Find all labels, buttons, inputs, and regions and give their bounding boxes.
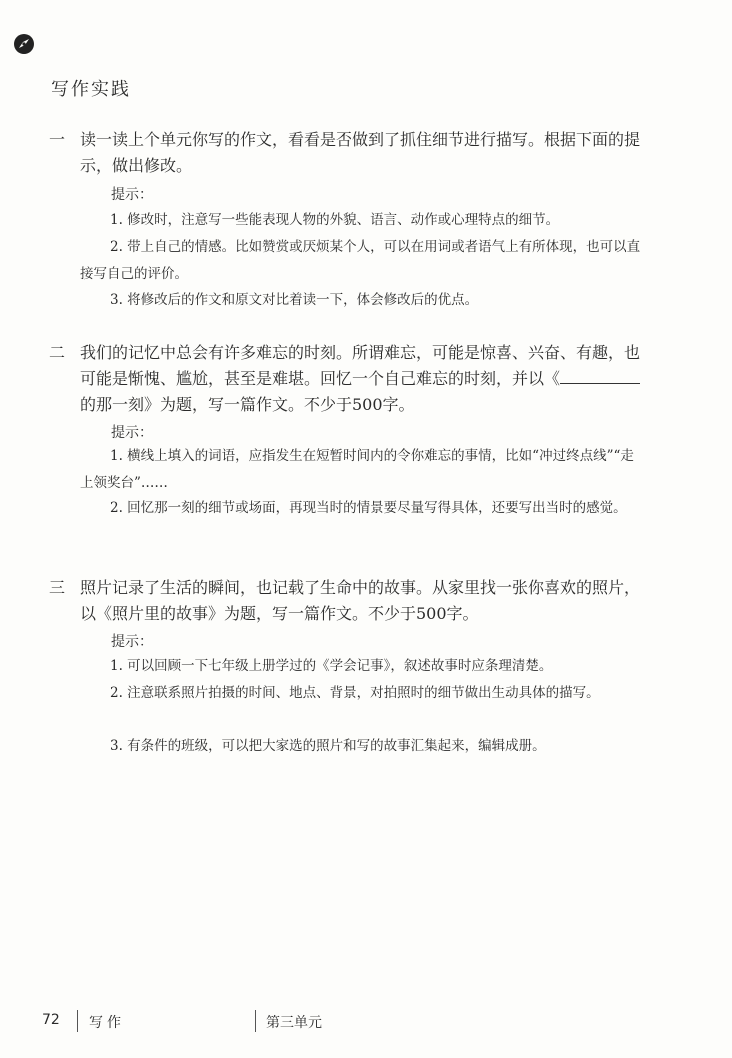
tip-label: 提示： [111, 425, 153, 441]
page-footer [0, 1010, 732, 1040]
tip-label: 提示： [111, 634, 153, 650]
section-prompt [80, 340, 648, 418]
tip-item: 2. 注意联系照片拍摄的时间、地点、背景，对拍照时的细节做出生动具体的描写。 [110, 685, 600, 701]
tip-item: 1. 横线上填入的词语，应指发生在短暂时间内的令你难忘的事情，比如“冲过终点线”“走上领奖台”…… [80, 448, 634, 491]
tip-item: 2. 回忆那一刻的细节或场面，再现当时的情景要尽量写得具体，还要写出当时的感觉。 [110, 500, 627, 516]
footer-divider [77, 1010, 78, 1032]
footer-unit-name: 第三单元 [266, 1015, 322, 1031]
section-number: 三 [49, 578, 66, 597]
tip-item: 3. 将修改后的作文和原文对比着读一下，体会修改后的优点。 [110, 292, 479, 308]
prompt-text-after: 的那一刻》为题，写一篇作文。不少于500字。 [80, 395, 415, 414]
section-prompt: 读一读上个单元你写的作文，看看是否做到了抓住细节进行描写。根据下面的提示，做出修改。 [80, 130, 641, 175]
footer-section-name: 写作 [89, 1015, 125, 1031]
prompt-text-before: 我们的记忆中总会有许多难忘的时刻。所谓难忘，可能是惊喜、兴奋、有趣，也可能是惭愧、尴尬，甚至是难堪。回忆一个自己难忘的时刻，并以《 [80, 343, 641, 388]
tip-item: 2. 带上自己的情感。比如赞赏或厌烦某个人，可以在用词或者语气上有所体现，也可以直接写自己的评价。 [80, 239, 641, 282]
tip-label: 提示： [111, 187, 153, 203]
footer-divider [255, 1010, 256, 1032]
section-number: 一 [49, 130, 66, 149]
page-number: 72 [42, 1012, 60, 1028]
section-number: 二 [49, 343, 66, 362]
tip-item: 1. 可以回顾一下七年级上册学过的《学会记事》，叙述故事时应条理清楚。 [110, 658, 553, 674]
page-title: 写作实践 [51, 79, 131, 100]
compass-icon [13, 33, 35, 55]
fill-in-blank [560, 367, 640, 384]
section-prompt: 照片记录了生活的瞬间，也记载了生命中的故事。从家里找一张你喜欢的照片，以《照片里的故事》为题，写一篇作文。不少于500字。 [80, 578, 641, 623]
tip-item: 3. 有条件的班级，可以把大家选的照片和写的故事汇集起来，编辑成册。 [110, 738, 546, 754]
tip-item: 1. 修改时，注意写一些能表现人物的外貌、语言、动作或心理特点的细节。 [110, 212, 560, 228]
